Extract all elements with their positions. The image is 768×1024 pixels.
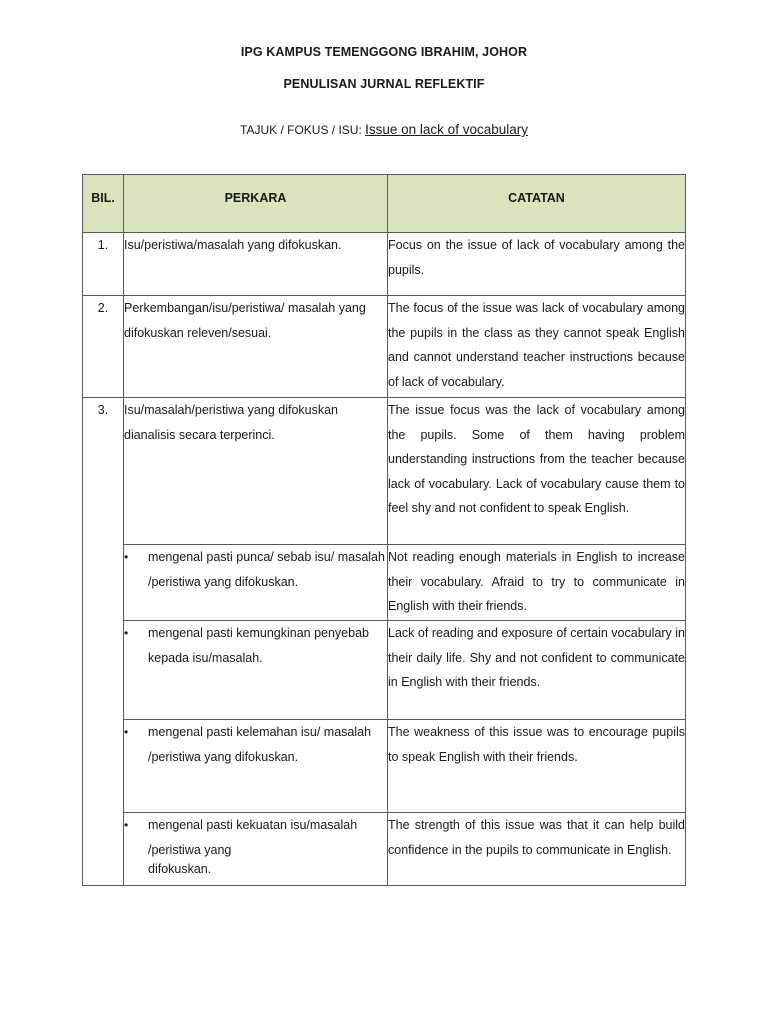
- bullet-item: [124, 621, 387, 670]
- catatan-cell: The strength of this issue was that it can help build confidence in the pupils to communicate in English.: [388, 813, 686, 886]
- column-header-catatan: CATATAN: [388, 175, 686, 233]
- reflective-journal-table: [82, 174, 686, 886]
- bullet-icon: •: [124, 725, 129, 739]
- sub-perkara-cell: [124, 621, 388, 720]
- row-number: 2.: [83, 296, 124, 398]
- catatan-cell: Focus on the issue of lack of vocabulary among the pupils.: [388, 233, 686, 296]
- bullet-icon: •: [124, 818, 129, 832]
- row-number: 3.: [83, 398, 124, 886]
- catatan-cell: Lack of reading and exposure of certain vocabulary in their daily life. Shy and not confident to communicate in English with their friends.: [388, 621, 686, 720]
- institution-title: IPG KAMPUS TEMENGGONG IBRAHIM, JOHOR: [240, 45, 528, 59]
- catatan-cell: Not reading enough materials in English to increase their vocabulary. Afraid to try to communicate in English with their friends.: [388, 545, 686, 621]
- perkara-cell: Perkembangan/isu/peristiwa/ masalah yang difokuskan releven/sesuai.: [124, 296, 388, 398]
- table-row: [83, 398, 686, 545]
- catatan-cell: The weakness of this issue was to encourage pupils to speak English with their friends.: [388, 720, 686, 813]
- sub-perkara-text-last: difokuskan.: [148, 862, 212, 876]
- table-row: [83, 233, 686, 296]
- table-sub-row: [83, 813, 686, 886]
- bullet-icon: •: [124, 550, 129, 564]
- table-row: [83, 296, 686, 398]
- bullet-icon: •: [124, 626, 129, 640]
- table-sub-row: [83, 545, 686, 621]
- table-header-row: [83, 175, 686, 233]
- catatan-cell: The focus of the issue was lack of vocabulary among the pupils in the class as they cannot speak English and cannot understand teacher instructions because of lack of vocabulary.: [388, 296, 686, 398]
- sub-perkara-cell: [124, 545, 388, 621]
- topic-label: TAJUK / FOKUS / ISU:: [240, 123, 362, 137]
- table-sub-row: [83, 720, 686, 813]
- sub-perkara-cell: [124, 720, 388, 813]
- sub-perkara-text: mengenal pasti kemungkinan penyebab kepada isu/masalah.: [148, 626, 369, 665]
- bullet-item: [124, 720, 387, 769]
- topic-value: Issue on lack of vocabulary: [365, 122, 528, 137]
- column-header-perkara: PERKARA: [124, 175, 388, 233]
- bullet-item: [124, 813, 387, 876]
- perkara-cell: Isu/peristiwa/masalah yang difokuskan.: [124, 233, 388, 296]
- bullet-item: [124, 545, 387, 594]
- row-number: 1.: [83, 233, 124, 296]
- sub-perkara-text: mengenal pasti kelemahan isu/ masalah /peristiwa yang difokuskan.: [148, 725, 372, 764]
- sub-perkara-text: mengenal pasti kekuatan isu/masalah /peristiwa yang: [148, 818, 358, 857]
- topic-line: [0, 122, 768, 137]
- table-sub-row: [83, 621, 686, 720]
- sub-perkara-cell: [124, 813, 388, 886]
- catatan-cell: The issue focus was the lack of vocabulary among the pupils. Some of them having problem understanding instructions from the teacher because lack of vocabulary. Lack of vocabulary cause them to feel shy and not confident to speak English.: [388, 398, 686, 545]
- column-header-bil: BIL.: [83, 175, 124, 233]
- sub-perkara-text: mengenal pasti punca/ sebab isu/ masalah /peristiwa yang difokuskan.: [148, 550, 385, 589]
- perkara-cell: Isu/masalah/peristiwa yang difokuskan dianalisis secara terperinci.: [124, 398, 388, 545]
- document-title: PENULISAN JURNAL REFLEKTIF: [283, 77, 485, 91]
